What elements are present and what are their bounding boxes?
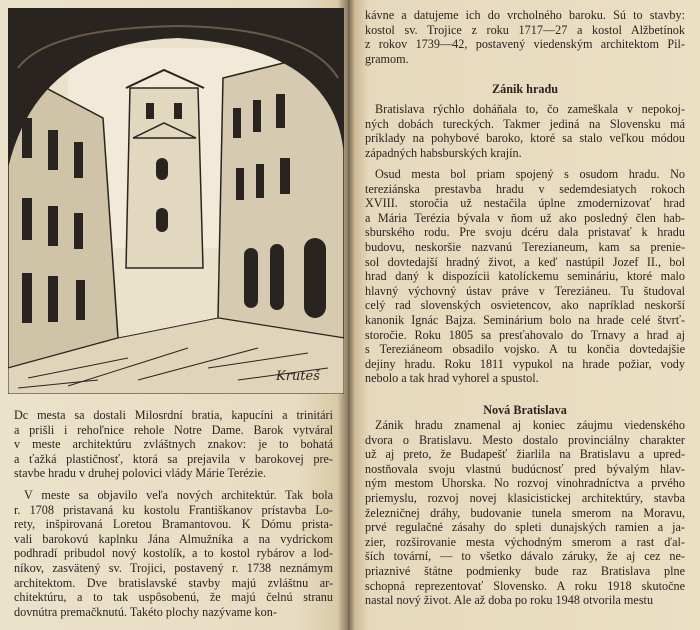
paragraph-line: a prišli i rehoľnice rehole Notre Dame. Barok vytváral [14,422,333,437]
paragraph-line: sol dovtedajší hradný život, a keď nastúpil Jozef II., bol [365,254,685,269]
paragraph-line: sburského rodu. Pre svoju dcéru dala pristavať k hradu [365,225,685,240]
paragraph-line: V meste sa objavilo veľa nových architektúr. Tak bola [24,488,333,502]
paragraph-line: kávne a datujeme ich do vrcholného baroku. Sú to stavby: [365,8,685,22]
paragraph-line: gramom. [365,51,409,66]
paragraph-line: architektom. Dve bratislavské stavby majú zvláštnu ar- [14,575,333,590]
paragraph-line: podhradí pribudol nový kostolík, a to kostol rybárov a lod- [14,546,333,561]
paragraph-line: hlavný výchovný ústav práve v Tereziáneu. Tu študoval [365,283,685,298]
paragraph-line: kanonik Ignác Bajza. Seminárium bolo na hrade celé štvrť- [365,313,685,327]
left-page [0,0,348,630]
paragraph-line: prvé regulačné zásahy do spleti dunajských ramien a ja- [365,520,685,535]
paragraph-line: ších tovární, — to všetko dávalo záruky, že aj cez ne- [365,549,685,564]
paragraph-line: Bratislava rýchlo doháňala to, čo zameškala v nepokoj- [375,102,685,116]
paragraph-line: dovnútra premačknutú. Takéto plochy nazývame kon- [14,604,277,619]
paragraph-line: Dc mesta sa dostali Milosrdní bratia, kapucíni a trinitári [14,408,333,422]
paragraph-line: nastal nový život. Ale až doba po roku 1948 otvorila mestu [365,593,654,608]
paragraph-line: hrad daný k dispozícii katolíckemu semináriu, ktoré malo [365,269,685,284]
paragraph-line: priaznivé štátne podmienky bude raz Bratislava plne [365,564,685,578]
paragraph-line: stavbe hradu v druhej polovici vlády Márie Terézie. [14,466,267,481]
paragraph-line: vali barokovú kaplnku Jána Almužníka a na vydrickom [14,531,333,546]
paragraph-line: storočie. Roku 1805 sa presťahovalo do Trnavy a hrad aj [365,327,685,342]
section-heading-nova-bratislava: Nová Bratislava [483,403,567,417]
paragraph-line: XVIII. storočia už nestačila úplne zmodernizovať hrad [365,196,685,211]
paragraph-line: kostol sv. Trojice z roku 1717—27 a kostol Alžbetínok [365,22,685,37]
artist-signature: Kruteš [276,369,320,384]
paragraph-line: v meste architektúru zvláštnych znakov: je to bohatá [14,437,333,452]
paragraph-line: Zánik hradu znamenal aj koniec záujmu viedenského [375,418,685,432]
paragraph-line: a ťažká plastičnosť, ktorá sa prejavila v barokovej pre- [14,451,333,466]
paragraph-line: chitektúru, a to tak uspôsobenú, že majú čelnú stranu [14,590,333,605]
paragraph-line: z rokov 1739—42, postavený viedenským architektom Pil- [365,37,685,52]
paragraph-line: rety, inšpirovaná Loretou Bramantovou. K Dómu prista- [14,517,333,532]
paragraph-line: dejiny hradu. Roku 1811 vypukol na hrade požiar, vody [365,356,685,371]
paragraph-line: tereziánska prestavba hradu v sedemdesiatych rokoch [365,181,685,196]
paragraph-line: zier, rozširovanie mesta východným smerom a rast ďal- [365,534,685,549]
paragraph-line: Osud mesta bol priam spojený s osudom hradu. No [375,167,685,181]
paragraph-line: priemyslu, rozvoj novej klasicistickej architektúry, stavba [365,491,685,505]
paragraph-line: už aj preto, že Budapešť žiarlila na Bratislavu a upred- [365,447,685,462]
paragraph-line: ných dobách tureckých. Takmer jediná na Slovensku má [365,116,685,131]
paragraph-line: nostňovala svoju vlastnú budúcnosť pred bývalým hlav- [365,461,685,476]
castle-courtyard-illustration [8,8,344,394]
paragraph-line: železničnej dráhy, budovanie tunela smerom na Moravu, [365,505,685,520]
paragraph-line: r. 1708 pristavaná ku kostolu Františkanov prístavba Lo- [14,502,333,517]
paragraph-line: príklady na pohybové baroko, ktoré sa stalo veľkou módou [365,131,685,146]
right-page [348,0,700,630]
paragraph-line: dvora o Bratislavu. Mesto dostalo provinciálny charakter [365,432,685,447]
paragraph-line: ným mestom Uhorska. No rozvoj vinohradníctva a prvého [365,476,685,491]
paragraph-line: celý rad slovenských osvietencov, ako napríklad neskorší [365,298,685,313]
paragraph-line: s Tereziáneom obsadilo vojsko. A tu končia dovtedajšie [365,342,685,357]
paragraph-line: nebolo a tak hrad vyhorel a spustol. [365,371,539,386]
paragraph-line: budovu, neskoršie nazvanú Terezianeum, kam sa prenie- [365,240,685,254]
paragraph-line: západných habsburských krajín. [365,145,522,160]
paragraph-line: schopná reprezentovať Slovensko. A roku 1918 skutočne [365,578,685,593]
section-heading-zanik-hradu: Zánik hradu [491,82,559,96]
paragraph-line: níkov, zasvätený sv. Trojici, postavený r. 1738 neznámym [14,561,333,575]
paragraph-line: a Mária Terézia bývala v ňom už ako posledný člen hab- [365,210,685,225]
